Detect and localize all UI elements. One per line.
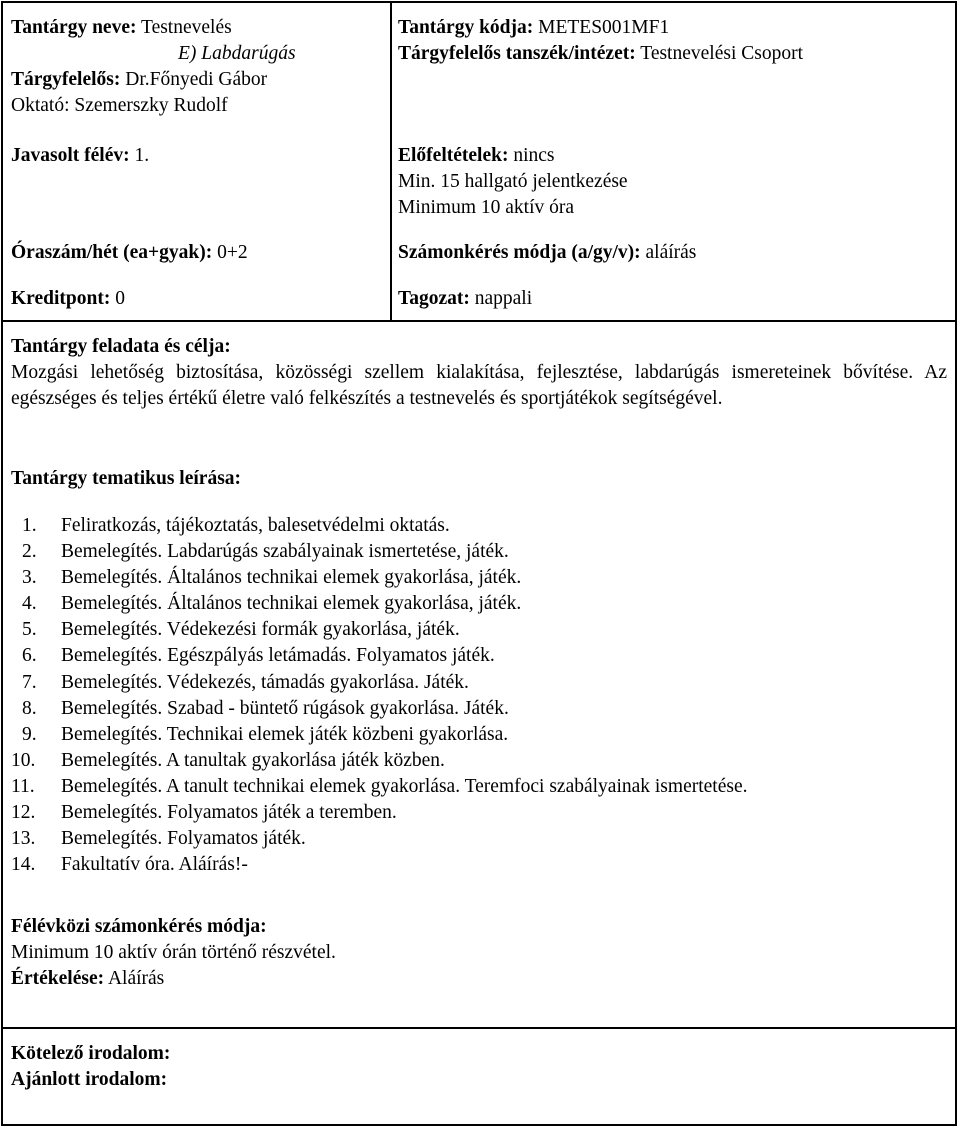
subject-name bbox=[11, 15, 232, 41]
item-number: 6. bbox=[22, 645, 37, 667]
list-item bbox=[11, 722, 747, 748]
column-divider bbox=[390, 1, 392, 321]
assessment-heading: Félévközi számonkérés módja: bbox=[11, 916, 267, 937]
item-text: Bemelegítés. Szabad - büntető rúgások gyakorlása. Játék. bbox=[61, 697, 509, 719]
credit bbox=[11, 286, 125, 312]
mode-value: nappali bbox=[474, 288, 533, 309]
department-value: Testnevelési Csoport bbox=[640, 43, 803, 64]
item-number: 14. bbox=[11, 854, 36, 876]
credit-label: Kreditpont: bbox=[11, 288, 111, 309]
prereq-value: nincs bbox=[513, 145, 555, 166]
list-item bbox=[11, 617, 747, 643]
item-text: Bemelegítés. Védekezés, támadás gyakorlása. Játék. bbox=[61, 671, 469, 693]
item-number: 5. bbox=[22, 619, 37, 641]
list-item bbox=[11, 852, 747, 878]
assessment-text: Minimum 10 aktív órán történő részvétel. bbox=[11, 942, 336, 963]
responsible-value: Dr.Főnyedi Gábor bbox=[125, 69, 268, 90]
eval-label: Értékelése: bbox=[11, 968, 105, 989]
list-item bbox=[11, 591, 747, 617]
item-text: Bemelegítés. Technikai elemek játék közbeni gyakorlása. bbox=[61, 723, 509, 745]
subject-subtitle: E) Labdarúgás bbox=[178, 43, 296, 64]
code-value: METES001MF1 bbox=[538, 17, 670, 38]
item-text: Bemelegítés. Folyamatos játék. bbox=[61, 828, 306, 850]
item-text: Bemelegítés. Általános technikai elemek gyakorlása, játék. bbox=[61, 593, 522, 615]
credit-value: 0 bbox=[115, 288, 125, 309]
item-number: 3. bbox=[22, 567, 37, 589]
item-text: Fakultatív óra. Aláírás!- bbox=[61, 854, 248, 876]
list-item bbox=[11, 800, 747, 826]
prerequisites bbox=[398, 143, 555, 169]
list-item bbox=[11, 748, 747, 774]
hours bbox=[11, 240, 248, 266]
item-text: Feliratkozás, tájékoztatás, balesetvédelmi oktatás. bbox=[61, 515, 450, 536]
code-label: Tantárgy kódja: bbox=[398, 17, 534, 38]
department bbox=[398, 41, 803, 67]
required-literature: Kötelező irodalom: bbox=[11, 1043, 171, 1064]
list-item bbox=[11, 670, 747, 696]
item-number: 1. bbox=[22, 515, 37, 536]
semester bbox=[11, 143, 149, 169]
mode-label: Tagozat: bbox=[398, 288, 470, 309]
prereq-line-3: Minimum 10 aktív óra bbox=[398, 197, 575, 218]
responsible bbox=[11, 67, 267, 93]
item-number: 8. bbox=[22, 697, 37, 719]
list-item bbox=[11, 696, 747, 722]
list-item bbox=[11, 643, 747, 669]
item-text: Bemelegítés. Folyamatos játék a teremben. bbox=[61, 802, 397, 824]
item-number: 12. bbox=[11, 802, 36, 824]
semester-label: Javasolt félév: bbox=[11, 145, 130, 166]
item-number: 13. bbox=[11, 828, 36, 850]
list-item bbox=[11, 774, 747, 800]
responsible-label: Tárgyfelelős: bbox=[11, 69, 121, 90]
recommended-literature: Ajánlott irodalom: bbox=[11, 1069, 168, 1090]
header-divider bbox=[1, 320, 957, 322]
topics-heading: Tantárgy tematikus leírása: bbox=[11, 468, 242, 489]
item-number: 10. bbox=[11, 749, 36, 771]
list-item bbox=[11, 826, 747, 852]
exam-value: aláírás bbox=[645, 242, 697, 263]
instructor: Oktató: Szemerszky Rudolf bbox=[11, 95, 228, 116]
goals-heading: Tantárgy feladata és célja: bbox=[11, 336, 231, 357]
eval-value: Aláírás bbox=[107, 968, 165, 989]
prereq-line-2: Min. 15 hallgató jelentkezése bbox=[398, 171, 628, 192]
item-text: Bemelegítés. Labdarúgás szabályainak ismertetése, játék. bbox=[61, 541, 509, 563]
goals-text: Mozgási lehetőség biztosítása, közösségi szellem kialakítása, fejlesztése, labdarúgás ismereteinek bővítése. Az egészséges és teljes értékű életre való felkészítés a testnevelés és sportjátékok segítségével. bbox=[11, 362, 947, 409]
prereq-label: Előfeltételek: bbox=[398, 145, 509, 166]
exam-label: Számonkérés módja (a/gy/v): bbox=[398, 242, 641, 263]
item-text: Bemelegítés. A tanult technikai elemek gyakorlása. Teremfoci szabályainak ismertetése. bbox=[61, 775, 748, 797]
item-text: Bemelegítés. Általános technikai elemek gyakorlása, játék. bbox=[61, 567, 522, 589]
subject-name-value: Testnevelés bbox=[141, 17, 232, 38]
list-item bbox=[11, 565, 747, 591]
study-mode bbox=[398, 286, 532, 312]
department-label: Tárgyfelelős tanszék/intézet: bbox=[398, 43, 636, 64]
item-number: 7. bbox=[22, 671, 37, 693]
subject-name-label: Tantárgy neve: bbox=[11, 17, 137, 38]
evaluation bbox=[11, 966, 164, 992]
item-text: Bemelegítés. Egészpályás letámadás. Folyamatos játék. bbox=[61, 645, 495, 667]
list-item bbox=[11, 539, 747, 565]
subject-code bbox=[398, 15, 669, 41]
item-number: 11. bbox=[11, 775, 35, 797]
item-number: 9. bbox=[22, 723, 37, 745]
hours-label: Óraszám/hét (ea+gyak): bbox=[11, 242, 213, 263]
topics-list bbox=[11, 513, 747, 878]
exam-mode bbox=[398, 240, 696, 266]
item-text: Bemelegítés. A tanultak gyakorlása játék közben. bbox=[61, 749, 445, 771]
hours-value: 0+2 bbox=[217, 242, 248, 263]
item-text: Bemelegítés. Védekezési formák gyakorlása, játék. bbox=[61, 619, 460, 641]
list-item bbox=[11, 513, 747, 539]
item-number: 4. bbox=[22, 593, 37, 615]
semester-value: 1. bbox=[134, 145, 150, 166]
item-number: 2. bbox=[22, 541, 37, 563]
literature-divider bbox=[1, 1027, 957, 1029]
